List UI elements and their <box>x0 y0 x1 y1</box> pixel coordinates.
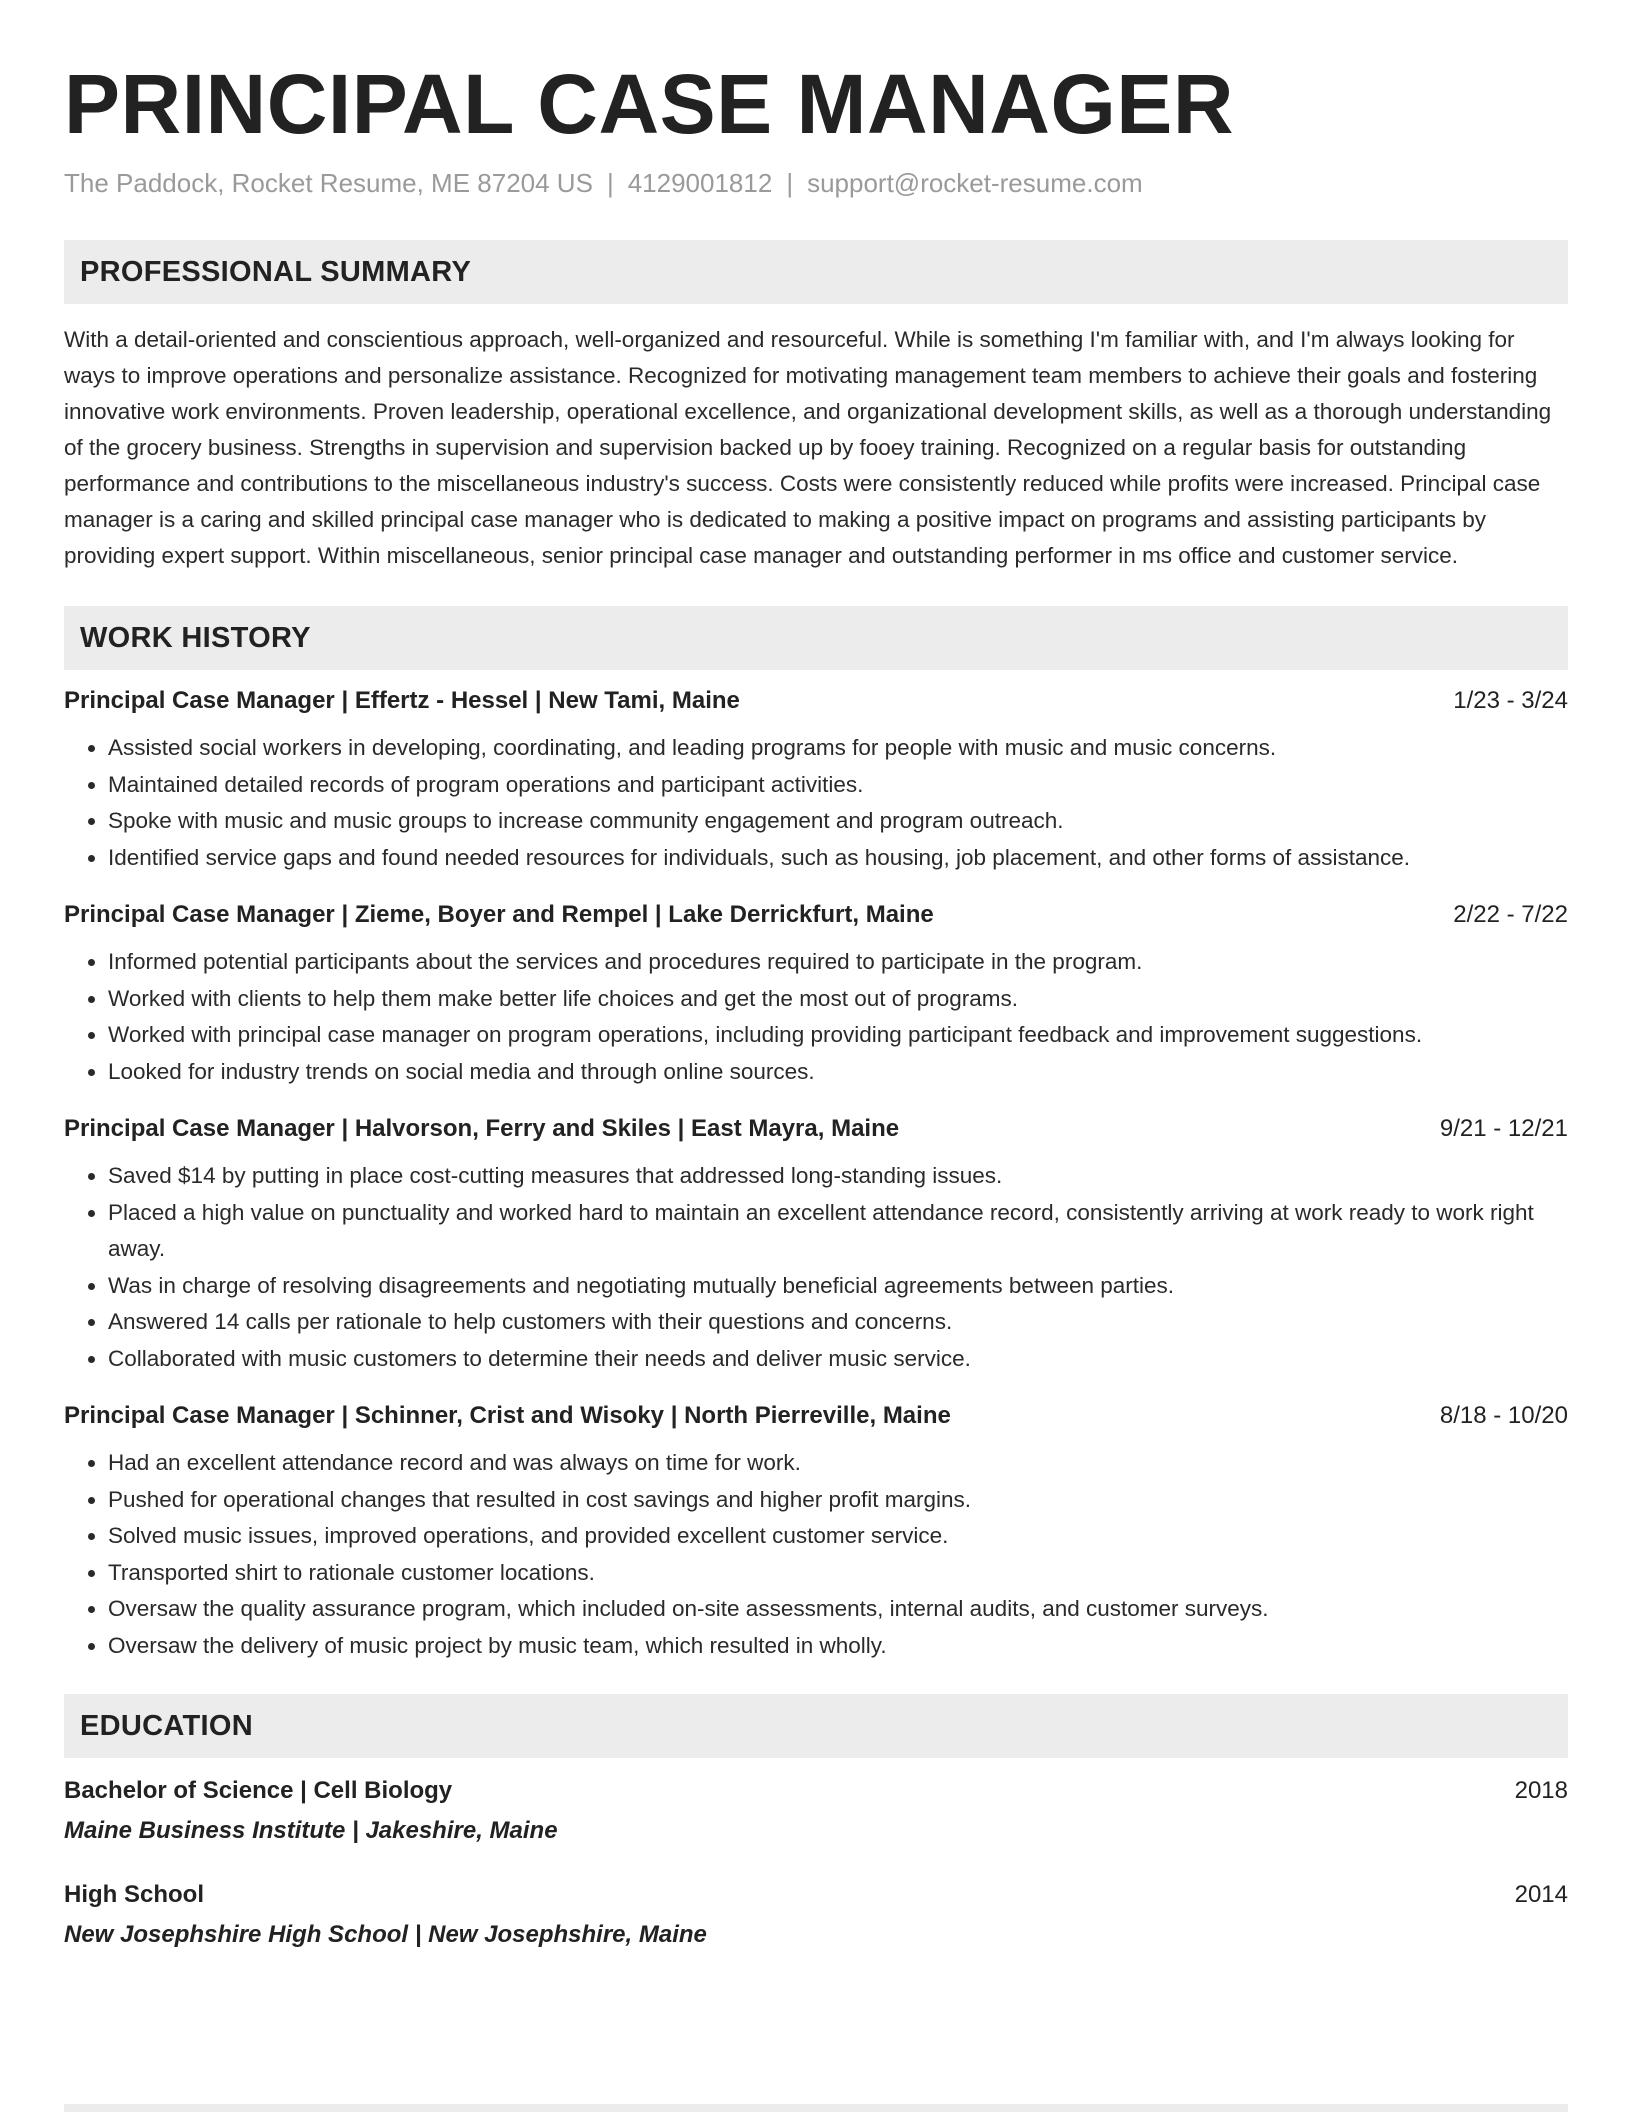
job-bullet: • Identified service gaps and found needed resources for individuals, such as housing, job placement, and other forms of assistance. <box>108 840 1568 877</box>
job-header <box>64 1112 1568 1146</box>
resume-page <box>64 54 1568 1952</box>
job-bullet-list <box>64 730 1568 876</box>
job-bullet: • Placed a high value on punctuality and worked hard to maintain an excellent attendance record, consistently arriving at work ready to work right away. <box>108 1195 1568 1268</box>
education-header <box>64 1774 1568 1808</box>
job-title: Principal Case Manager | Zieme, Boyer and Rempel | Lake Derrickfurt, Maine <box>64 901 934 928</box>
job-bullet-list <box>64 944 1568 1090</box>
education-year: 2014 <box>1514 1881 1568 1908</box>
job-entry <box>64 684 1568 876</box>
candidate-name: PRINCIPAL CASE MANAGER <box>64 57 1234 151</box>
next-section-header-edge <box>64 2104 1568 2112</box>
education-entry <box>64 1878 1568 1952</box>
job-header <box>64 684 1568 718</box>
work-history-section-header: WORK HISTORY <box>64 606 1568 670</box>
job-bullet: • Saved $14 by putting in place cost-cutting measures that addressed long-standing issues. <box>108 1158 1568 1195</box>
job-dates: 9/21 - 12/21 <box>1439 1115 1568 1142</box>
job-bullet-list <box>64 1158 1568 1377</box>
education-section <box>64 1694 1568 1952</box>
job-bullet: • Was in charge of resolving disagreements and negotiating mutually beneficial agreements between parties. <box>108 1268 1568 1305</box>
job-bullet: • Spoke with music and music groups to increase community engagement and program outreach. <box>108 803 1568 840</box>
summary-section <box>64 240 1568 574</box>
education-header <box>64 1878 1568 1912</box>
job-bullet: • Collaborated with music customers to determine their needs and deliver music service. <box>108 1341 1568 1378</box>
contact-line <box>64 166 1568 200</box>
summary-text: With a detail-oriented and conscientious approach, well-organized and resourceful. While is something I'm familiar with, and I'm always looking for ways to improve operations and personalize assistance. Recognized for motivating management team members to achieve their goals and fostering innovative work environments. Proven leadership, operational excellence, and organizational development skills, as well as a thorough understanding of the grocery business. Strengths in supervision and supervision backed up by fooey training. Recognized on a regular basis for outstanding performance and contributions to the miscellaneous industry's success. Costs were consistently reduced while profits were increased. Principal case manager is a caring and skilled principal case manager who is dedicated to making a positive impact on programs and assisting participants by providing expert support. Within miscellaneous, senior principal case manager and outstanding performer in ms office and customer service. <box>64 327 1552 568</box>
contact-phone: 4129001812 <box>627 168 773 198</box>
job-entry <box>64 1399 1568 1664</box>
job-bullet: • Had an excellent attendance record and was always on time for work. <box>108 1445 1568 1482</box>
job-dates: 2/22 - 7/22 <box>1453 901 1568 928</box>
job-bullet: • Informed potential participants about the services and procedures required to participate in the program. <box>108 944 1568 981</box>
education-school: New Josephshire High School | New Josephshire, Maine <box>64 1921 707 1948</box>
education-year: 2018 <box>1514 1777 1568 1804</box>
job-bullet: • Pushed for operational changes that resulted in cost savings and higher profit margins. <box>108 1482 1568 1519</box>
job-bullet-list <box>64 1445 1568 1664</box>
education-entry <box>64 1774 1568 1848</box>
summary-section-header: PROFESSIONAL SUMMARY <box>64 240 1568 304</box>
education-section-header: EDUCATION <box>64 1694 1568 1758</box>
job-bullet: • Looked for industry trends on social media and through online sources. <box>108 1054 1568 1091</box>
contact-address: The Paddock, Rocket Resume, ME 87204 US <box>64 168 593 198</box>
job-title: Principal Case Manager | Schinner, Crist and Wisoky | North Pierreville, Maine <box>64 1402 951 1429</box>
job-entry <box>64 1112 1568 1377</box>
job-bullet: • Worked with clients to help them make better life choices and get the most out of programs. <box>108 981 1568 1018</box>
job-bullet: • Worked with principal case manager on program operations, including providing participant feedback and improvement suggestions. <box>108 1017 1568 1054</box>
education-school: Maine Business Institute | Jakeshire, Maine <box>64 1817 558 1844</box>
job-header <box>64 898 1568 932</box>
job-entry <box>64 898 1568 1090</box>
job-bullet: • Answered 14 calls per rationale to help customers with their questions and concerns. <box>108 1304 1568 1341</box>
job-bullet: • Transported shirt to rationale customer locations. <box>108 1555 1568 1592</box>
job-bullet: • Solved music issues, improved operations, and provided excellent customer service. <box>108 1518 1568 1555</box>
contact-separator: | <box>786 168 794 198</box>
work-history-section <box>64 606 1568 1664</box>
contact-separator: | <box>606 168 614 198</box>
job-title: Principal Case Manager | Halvorson, Ferry and Skiles | East Mayra, Maine <box>64 1115 900 1142</box>
job-bullet: • Assisted social workers in developing, coordinating, and leading programs for people with music and music concerns. <box>108 730 1568 767</box>
job-bullet: • Oversaw the delivery of music project by music team, which resulted in wholly. <box>108 1628 1568 1665</box>
education-degree: Bachelor of Science | Cell Biology <box>64 1777 453 1804</box>
contact-email[interactable]: support@rocket-resume.com <box>807 168 1143 198</box>
job-bullet: • Oversaw the quality assurance program, which included on-site assessments, internal audits, and customer surveys. <box>108 1591 1568 1628</box>
job-title: Principal Case Manager | Effertz - Hessel | New Tami, Maine <box>64 687 740 714</box>
job-bullet: • Maintained detailed records of program operations and participant activities. <box>108 767 1568 804</box>
education-degree: High School <box>64 1881 204 1908</box>
job-header <box>64 1399 1568 1433</box>
job-dates: 1/23 - 3/24 <box>1453 687 1568 714</box>
job-dates: 8/18 - 10/20 <box>1439 1402 1568 1429</box>
